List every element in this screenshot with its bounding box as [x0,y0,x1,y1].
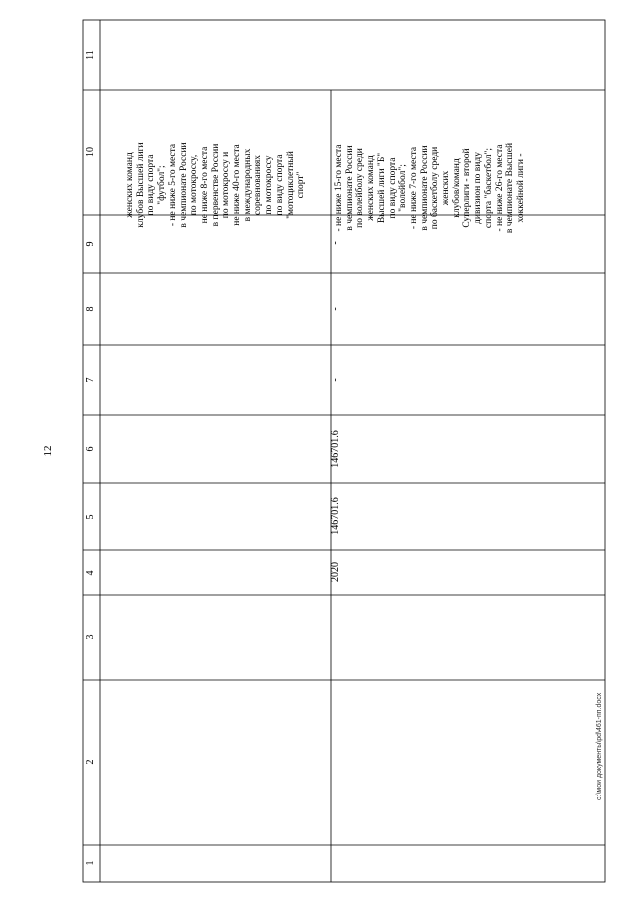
col-number-10: 10 [85,147,96,157]
row-b-dash-col9: - [330,241,341,245]
col-number-9: 9 [85,241,96,247]
col-number-8: 8 [85,306,96,312]
col-number-2: 2 [85,759,96,765]
col-number-11: 11 [85,50,96,60]
row-b-dash-col7: - [330,378,341,382]
col-number-6: 6 [85,446,96,452]
col-number-3: 3 [85,634,96,640]
page-number: 12 [42,445,54,457]
footer-file-path: c:\мои документы\pd\461-пп.docx [596,692,603,800]
row-a-col10-text: женских команд клубов Высшей лиги по виду спорта "футбол"; - не ниже 5-го места в чемпионате России по мотокроссу, не ниже 8-го места в первенстве России по мотокроссу и не ниже 40-го места в международных соревнованиях по мотокроссу по виду спорта "мотоциклетный спорт" [124,141,306,228]
row-b-col10-text: - не ниже 15-го места в чемпионате России по волейболу среди женских команд Высшей лиги "Б" по виду спорта "волейбол"; - не ниже 7-го места в чемпионате России по баскетболу среди женских клубов/команд Суперлиги - второй дивизион по виду спорта "баскетбол"; - не ниже 26-го места в чемпионате Высшей хоккейной лиги - [333,142,526,233]
col-number-1: 1 [85,860,96,866]
col-number-4: 4 [85,570,96,576]
col-number-7: 7 [85,377,96,383]
col-number-5: 5 [85,514,96,520]
row-b-dash-col8: - [330,307,341,311]
row-b-year: 2020 [330,562,341,582]
row-b-value-col6: 146701.6 [330,430,341,468]
row-b-value-col5: 146701.6 [330,497,341,535]
